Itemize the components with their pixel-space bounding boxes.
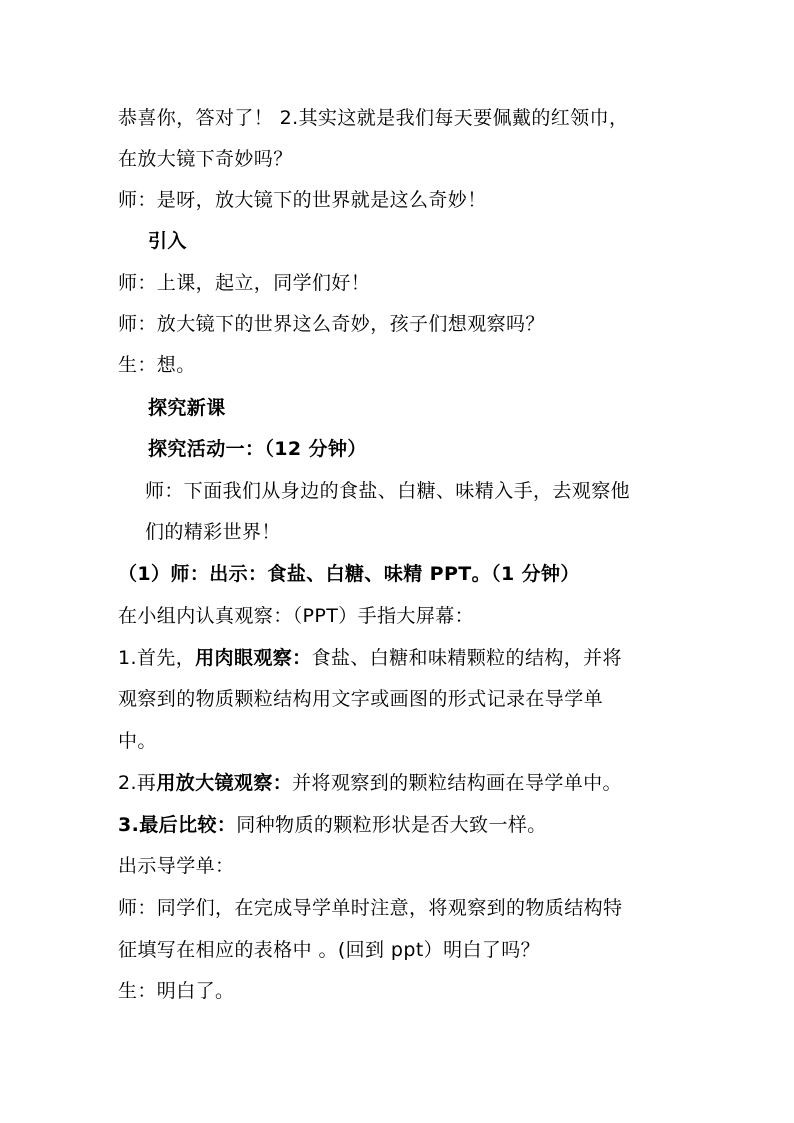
text-segment: 师：放大镜下的世界这么奇妙，孩子们想观察吗？ bbox=[118, 313, 545, 335]
text-segment: 2.再 bbox=[118, 772, 157, 794]
text-line-19 bbox=[118, 853, 234, 879]
text-segment: 食盐、白糖和味精颗粒的结构，并将 bbox=[311, 647, 622, 669]
text-line-10 bbox=[145, 478, 630, 504]
emphasis-text: 用肉眼观察： bbox=[195, 647, 312, 669]
heading-text: 引入 bbox=[148, 230, 187, 252]
text-line-1 bbox=[118, 105, 628, 131]
heading-text: 探究活动一：（12 分钟） bbox=[148, 438, 367, 460]
text-segment: 并将观察到的颗粒结构画在导学单中。 bbox=[292, 772, 622, 794]
text-segment: 师：下面我们从身边的食盐、白糖、味精入手，去观察他 bbox=[145, 480, 631, 502]
text-line-13 bbox=[118, 603, 474, 629]
text-segment: 生：明白了。 bbox=[118, 980, 235, 1002]
text-segment: 观察到的物质颗粒结构用文字或画图的形式记录在导学单 bbox=[118, 688, 604, 710]
text-line-16 bbox=[118, 728, 157, 754]
text-segment: 出示导学单： bbox=[118, 855, 235, 877]
text-line-7 bbox=[118, 352, 196, 378]
heading-text: （1）师：出示：食盐、白糖、味精 PPT。（1 分钟） bbox=[118, 563, 580, 585]
text-line-21 bbox=[118, 937, 540, 963]
text-line-15 bbox=[118, 686, 603, 712]
text-segment: 在小组内认真观察：（PPT）手指大屏幕： bbox=[118, 605, 475, 627]
text-line-6 bbox=[118, 311, 545, 337]
text-segment: 同种物质的颗粒形状是否大致一样。 bbox=[236, 814, 547, 836]
text-segment: 在放大镜下奇妙吗？ bbox=[118, 148, 293, 170]
step-heading-1 bbox=[118, 561, 580, 587]
text-segment: 师：同学们，在完成导学单时注意，将观察到的物质结构特 bbox=[118, 897, 623, 919]
heading-text: 探究新课 bbox=[148, 397, 226, 419]
text-segment: 生：想。 bbox=[118, 354, 196, 376]
section-heading-activity-one bbox=[148, 436, 367, 462]
text-segment: 中。 bbox=[118, 730, 157, 752]
text-line-11 bbox=[145, 519, 281, 545]
list-item-3 bbox=[118, 812, 547, 838]
text-line-22 bbox=[118, 978, 234, 1004]
text-line-20 bbox=[118, 895, 622, 921]
list-item-1 bbox=[118, 645, 622, 671]
emphasis-text: 3.最后比较： bbox=[118, 814, 237, 836]
text-line-5 bbox=[118, 270, 370, 296]
text-line-2 bbox=[118, 146, 293, 172]
text-line-3 bbox=[118, 187, 487, 213]
text-segment: 征填写在相应的表格中 。(回到 ppt）明白了吗？ bbox=[118, 939, 541, 961]
list-item-2 bbox=[118, 770, 622, 796]
text-segment: 师：是呀，放大镜下的世界就是这么奇妙！ bbox=[118, 189, 487, 211]
text-segment: 师：上课，起立，同学们好！ bbox=[118, 272, 371, 294]
text-segment: 1.首先， bbox=[118, 647, 196, 669]
text-segment: 们的精彩世界！ bbox=[145, 521, 281, 543]
section-heading-intro bbox=[148, 228, 187, 254]
section-heading-new-lesson bbox=[148, 395, 226, 421]
emphasis-text: 用放大镜观察： bbox=[156, 772, 293, 794]
text-segment: 恭喜你，答对了！ 2.其实这就是我们每天要佩戴的红领巾， bbox=[118, 107, 629, 129]
